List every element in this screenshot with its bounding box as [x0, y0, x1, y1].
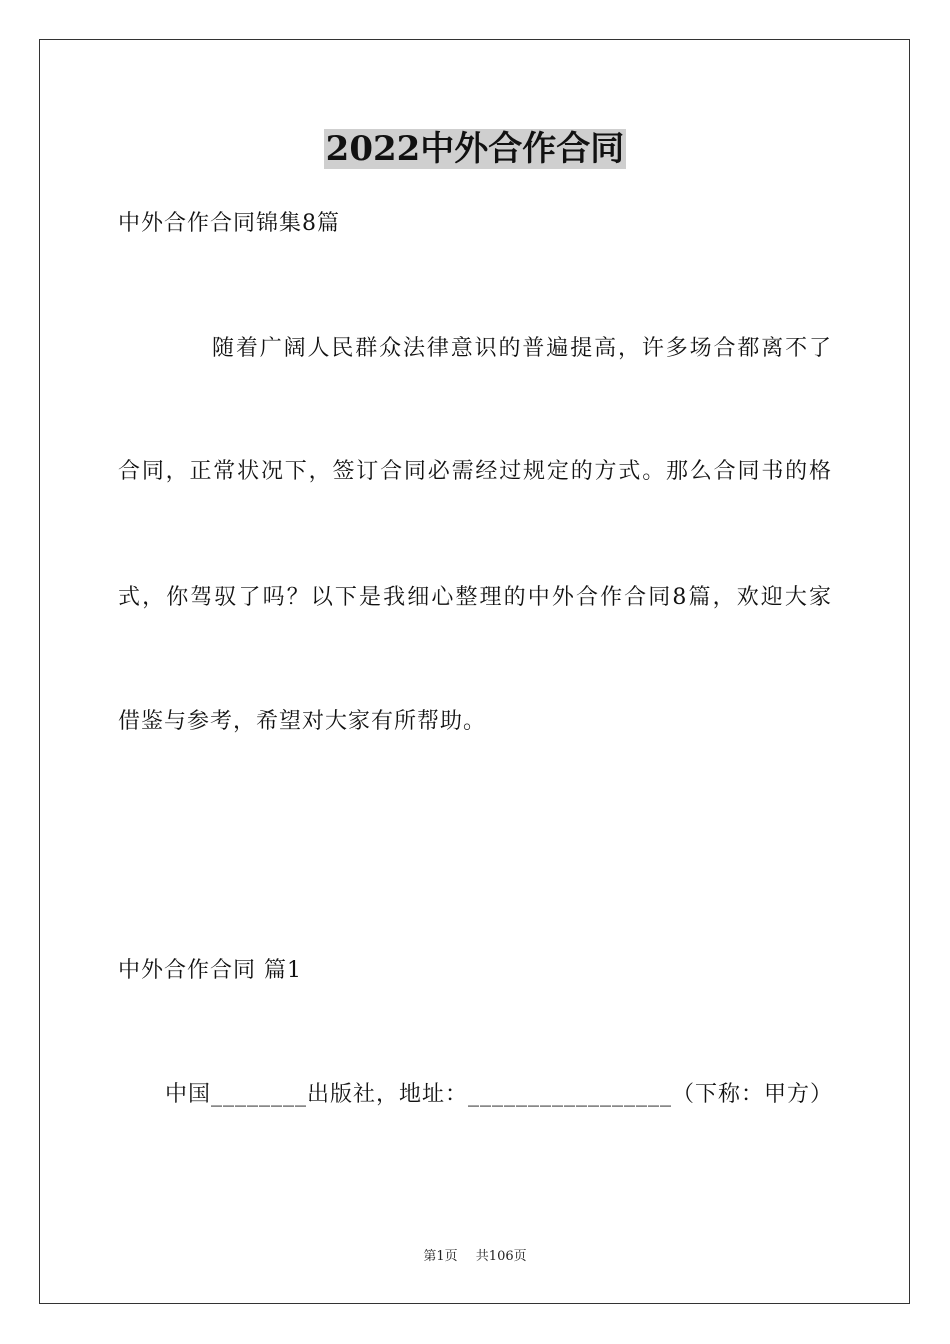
document-title: [0, 127, 950, 171]
section-heading: 中外合作合同 篇1: [118, 958, 302, 983]
document-title-text: 2022中外合作合同: [325, 129, 625, 169]
intro-line-3: 式，你驾驭了吗？以下是我细心整理的中外合作合同8篇，欢迎大家: [118, 585, 832, 610]
intro-line-1: 随着广阔人民群众法律意识的普遍提高，许多场合都离不了: [212, 336, 832, 361]
page-total: 共106页: [475, 1249, 527, 1264]
document-subtitle: 中外合作合同锦集8篇: [118, 211, 340, 236]
page-footer: [0, 1248, 950, 1266]
clause-line: 中国________出版社，地址：_________________（下称：甲方）: [165, 1082, 834, 1107]
page-current: 第1页: [423, 1249, 458, 1264]
intro-line-4: 借鉴与参考，希望对大家有所帮助。: [118, 709, 487, 734]
intro-line-2: 合同，正常状况下，签订合同必需经过规定的方式。那么合同书的格: [118, 459, 832, 484]
